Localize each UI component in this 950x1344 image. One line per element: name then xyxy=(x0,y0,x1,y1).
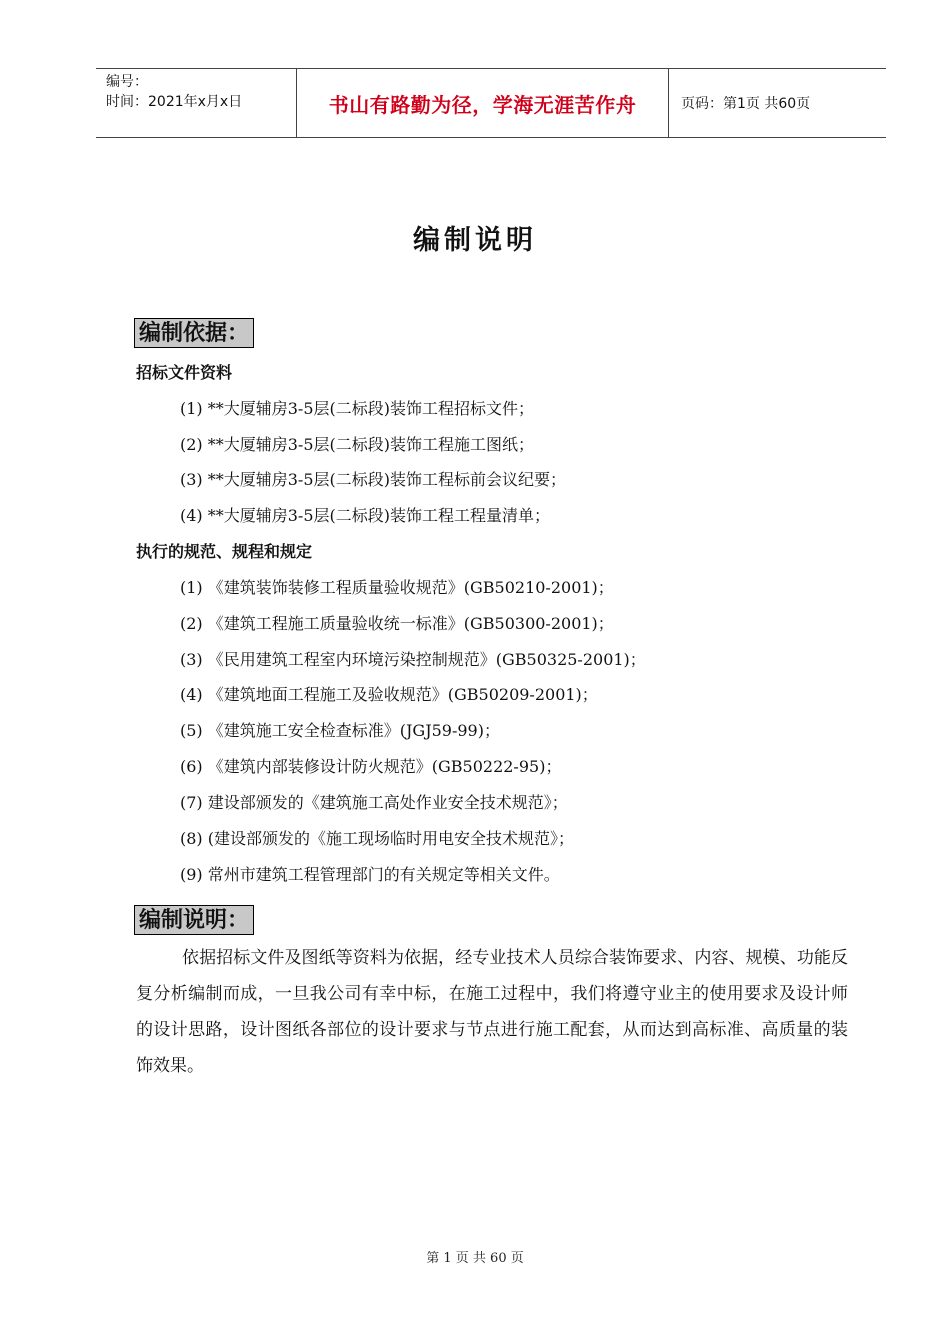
document-number-label: 编号： xyxy=(106,74,148,90)
list-item: (9) 常州市建筑工程管理部门的有关规定等相关文件。 xyxy=(180,865,560,884)
section-heading-basis: 编制依据： xyxy=(134,318,254,348)
list-item: (3) **大厦辅房3-5层(二标段)装饰工程标前会议纪要； xyxy=(180,470,567,489)
subheading-tender-docs: 招标文件资料 xyxy=(136,363,233,382)
list-item: (1) 《建筑装饰装修工程质量验收规范》(GB50210-2001)； xyxy=(180,578,614,597)
list-item: (7) 建设部颁发的《建筑施工高处作业安全技术规范》； xyxy=(180,793,568,812)
description-paragraph: 依据招标文件及图纸等资料为依据，经专业技术人员综合装饰要求、内容、规模、功能反复分析编制而成，一旦我公司有幸中标，在施工过程中，我们将遵守业主的使用要求及设计师的设计思路，设计图纸各部位的设计要求与节点进行施工配套，从而达到高标准、高质量的装饰效果。 xyxy=(136,948,848,1076)
list-item: (4) 《建筑地面工程施工及验收规范》(GB50209-2001)； xyxy=(180,685,598,704)
list-item: (2) 《建筑工程施工质量验收统一标准》(GB50300-2001)； xyxy=(180,614,614,633)
list-item: (1) **大厦辅房3-5层(二标段)装饰工程招标文件； xyxy=(180,399,535,418)
page-footer: 第 1 页 共 60 页 xyxy=(426,1251,524,1266)
document-time-label: 时间：2021年x月x日 xyxy=(106,94,243,110)
list-item: (5) 《建筑施工安全检查标准》(JGJ59-99)； xyxy=(180,721,500,740)
list-item: (8) (建设部颁发的《施工现场临时用电安全技术规范》； xyxy=(180,829,574,848)
list-item: (4) **大厦辅房3-5层(二标段)装饰工程工程量清单； xyxy=(180,506,551,525)
header-page-cell xyxy=(669,69,886,137)
header-meta-cell xyxy=(96,69,297,137)
document-title: 编制说明 xyxy=(413,225,537,256)
subheading-standards: 执行的规范、规程和规定 xyxy=(136,542,313,561)
list-item: (3) 《民用建筑工程室内环境污染控制规范》(GB50325-2001)； xyxy=(180,650,646,669)
header-motto-cell xyxy=(297,69,669,137)
header-motto: 书山有路勤为径，学海无涯苦作舟 xyxy=(328,92,637,117)
header-page-info: 页码：第1页 共60页 xyxy=(681,96,811,112)
section-heading-description: 编制说明： xyxy=(134,905,254,935)
page-header xyxy=(96,68,886,138)
list-item: (6) 《建筑内部装修设计防火规范》(GB50222-95)； xyxy=(180,757,562,776)
list-item: (2) **大厦辅房3-5层(二标段)装饰工程施工图纸； xyxy=(180,435,535,454)
